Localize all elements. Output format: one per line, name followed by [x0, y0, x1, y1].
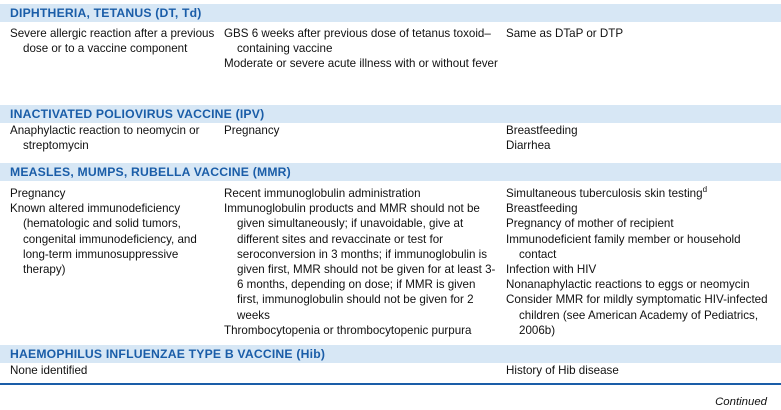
list-item: None identified [10, 364, 88, 377]
list-item: History of Hib disease [506, 364, 619, 377]
list-item: Anaphylactic reaction to neomycin or streptomycin [10, 124, 200, 153]
section-title-mmr: MEASLES, MUMPS, RUBELLA VACCINE (MMR) [10, 165, 291, 179]
list-item-text: Simultaneous tuberculosis skin testing [506, 187, 703, 200]
list-item: Consider MMR for mildly symptomatic HIV-infected children (see American Academy of Pediatrics, 2006b) [506, 293, 768, 337]
list-item: Breastfeeding [506, 124, 578, 137]
list-item: Immunoglobulin products and MMR should not be given simultaneously; if unavoidable, give at different sites and revaccinate or test for seroconversion in 3 months; if immunoglobulin is given first, MMR should not be given for at least 3-6 months, depending on dose; if MMR is given first, immunoglobulin should not be given for 2 weeks [224, 202, 496, 322]
list-item: Nonanaphylactic reactions to eggs or neomycin [506, 278, 750, 292]
ipv-precautions [224, 123, 500, 138]
dt-td-not-contraindications [506, 26, 778, 41]
dt-td-precautions [224, 26, 500, 72]
list-item: GBS 6 weeks after previous dose of tetanus toxoid–containing vaccine [224, 27, 491, 56]
list-item: Severe allergic reaction after a previous dose or to a vaccine component [10, 27, 215, 56]
list-item: Thrombocytopenia or thrombocytopenic purpura [224, 323, 472, 337]
list-item: Diarrhea [506, 139, 551, 153]
list-item: Recent immunoglobulin administration [224, 187, 421, 200]
section-title-dt-td: DIPHTHERIA, TETANUS (DT, Td) [10, 6, 202, 20]
ipv-not-contraindications [506, 123, 778, 153]
list-item: Pregnancy [10, 187, 66, 200]
list-item: Immunodeficient family member or household contact [506, 232, 741, 261]
mmr-contraindications [10, 186, 220, 277]
hib-not-contraindications [506, 363, 778, 378]
section-title-ipv: INACTIVATED POLIOVIRUS VACCINE (IPV) [10, 107, 265, 121]
list-item: Same as DTaP or DTP [506, 27, 624, 40]
hib-contraindications [10, 363, 220, 378]
footnote-mark: d [702, 185, 708, 195]
list-item: Pregnancy of mother of recipient [506, 217, 674, 231]
list-item: Moderate or severe acute illness with or without fever [224, 57, 498, 71]
section-title-hib: HAEMOPHILUS INFLUENZAE TYPE B VACCINE (Hib) [10, 347, 326, 361]
list-item: Infection with HIV [506, 263, 597, 277]
ipv-contraindications [10, 123, 220, 153]
mmr-precautions [224, 186, 500, 338]
list-item [506, 186, 778, 201]
list-item: Known altered immunodeficiency (hematologic and solid tumors, congenital immunodeficiency, and long-term immunosuppressive therapy) [10, 202, 197, 277]
table-bottom-rule [0, 383, 781, 385]
list-item: Pregnancy [224, 124, 280, 137]
dt-td-contraindications [10, 26, 220, 56]
continued-label: Continued [715, 396, 767, 408]
list-item: Breastfeeding [506, 202, 578, 216]
mmr-not-contraindications [506, 186, 778, 338]
